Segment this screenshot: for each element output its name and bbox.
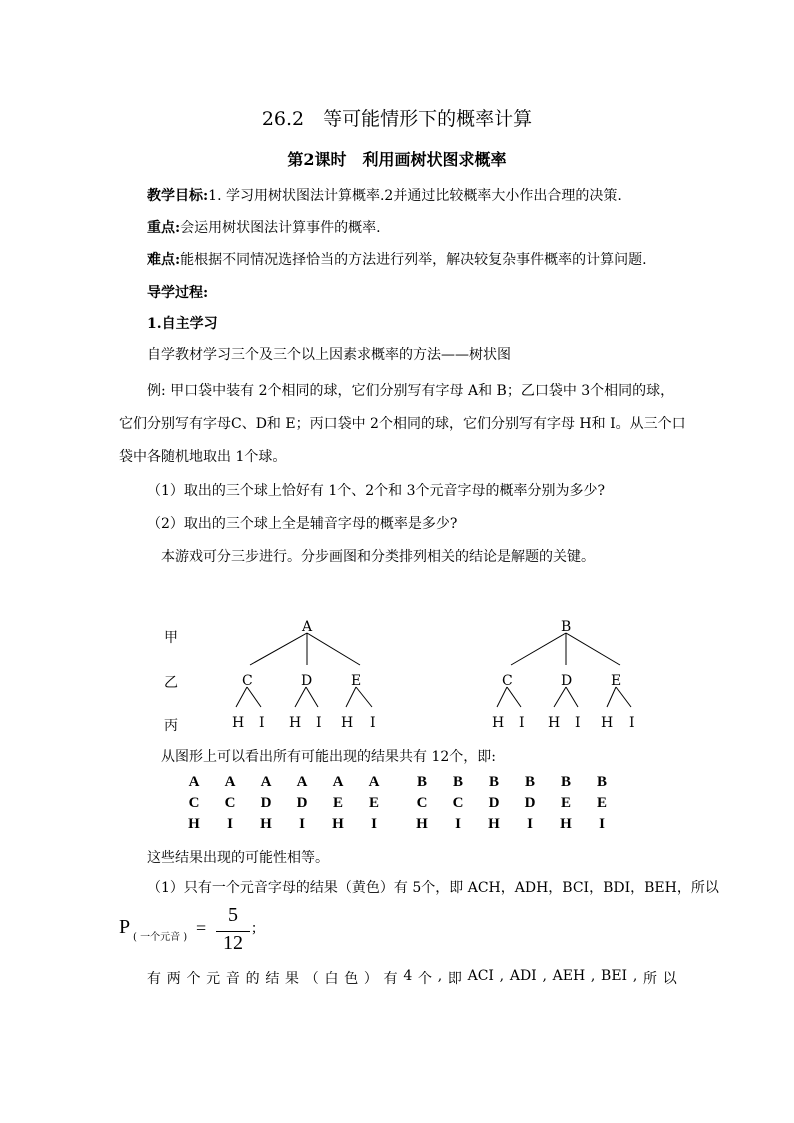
- objectives-label: 教学目标:: [147, 188, 209, 204]
- answer-2-token: （: [304, 971, 319, 987]
- formula-numerator: 5: [228, 904, 238, 926]
- answer-2-token: BEI: [601, 968, 628, 984]
- tree-a-node-d: D: [301, 673, 313, 689]
- outcome-cell: E: [368, 795, 379, 811]
- answer-2-token: 个: [186, 971, 201, 987]
- equal-likelihood-text: 这些结果出现的可能性相等。: [147, 850, 329, 866]
- tree-a-leaf: I: [316, 715, 322, 731]
- answer-2-token: 4: [403, 968, 413, 984]
- answer-2-token: 两: [166, 971, 181, 987]
- question-2: （2）取出的三个球上全是辅音字母的概率是多少?: [147, 516, 458, 532]
- row-label-yi: 乙: [164, 675, 178, 691]
- example-line-2: 它们分别写有字母C、D和 E；丙口袋中 2个相同的球，它们分别写有字母 H和 I。从三个口: [119, 416, 686, 432]
- outcome-cell: H: [416, 816, 428, 832]
- hint-text: 本游戏可分三步进行。分步画图和分类排列相关的结论是解题的关键。: [161, 549, 595, 565]
- answer-2-token: 白: [324, 971, 339, 987]
- tree-b-leaf: H: [548, 715, 561, 731]
- answer-2-token: 色: [344, 971, 359, 987]
- formula-denominator: 12: [223, 932, 243, 954]
- row-label-jia: 甲: [164, 630, 178, 646]
- formula-p: P: [119, 916, 131, 938]
- lesson-subtitle: 第2课时 利用画树状图求概率: [287, 150, 507, 169]
- outcome-cell: I: [371, 816, 377, 832]
- outcome-cell: B: [524, 774, 535, 790]
- tree-a-leaf: H: [341, 715, 354, 731]
- answer-2-token: 有: [383, 971, 398, 987]
- tree-b-leaf: H: [492, 715, 505, 731]
- answer-2-token: 有: [147, 971, 161, 987]
- outcome-cell: I: [227, 816, 233, 832]
- tree-b-root: B: [561, 619, 572, 635]
- formula-subscript: ( 一个元音 ): [133, 932, 188, 943]
- probability-formula: [119, 904, 259, 958]
- outcome-cell: B: [416, 774, 427, 790]
- outcome-cell: C: [416, 795, 428, 811]
- answer-2-token: 果: [285, 971, 300, 987]
- outcomes-grid: [0, 774, 794, 836]
- answer-2-token: 的: [245, 971, 260, 987]
- formula-semicolon: ;: [252, 920, 257, 936]
- answer-2-token: ACI: [467, 968, 494, 984]
- outcome-cell: A: [296, 774, 308, 790]
- outcome-cell: I: [527, 816, 533, 832]
- answer-2-token: ADI: [509, 968, 537, 984]
- tree-a-node-e: E: [351, 673, 362, 689]
- outcome-cell: H: [488, 816, 500, 832]
- outcome-cell: A: [224, 774, 236, 790]
- key-point-text: 会运用树状图法计算事件的概率.: [180, 220, 381, 236]
- example-line-1: 例: 甲口袋中装有 2个相同的球，它们分别写有字母 A和 B；乙口袋中 3个相同的球，: [147, 383, 675, 399]
- answer-2-token: 结: [265, 971, 280, 987]
- outcome-cell: H: [260, 816, 272, 832]
- outcome-cell: E: [596, 795, 607, 811]
- outcome-cell: I: [599, 816, 605, 832]
- row-label-bing: 丙: [164, 718, 178, 734]
- tree-a-leaf: H: [289, 715, 302, 731]
- answer-2-token: 音: [225, 971, 240, 987]
- key-point-label: 重点:: [147, 220, 181, 236]
- answer-2-token: 个: [417, 971, 432, 987]
- answer-2-token: 以: [662, 971, 677, 987]
- answer-2-line: [147, 968, 677, 988]
- answer-2-token: ,: [632, 968, 638, 984]
- outcome-cell: A: [260, 774, 272, 790]
- tree-b-leaf: I: [629, 715, 635, 731]
- outcome-cell: E: [332, 795, 343, 811]
- question-1: （1）取出的三个球上恰好有 1个、2个和 3个元音字母的概率分别为多少?: [147, 483, 606, 499]
- outcome-cell: A: [332, 774, 344, 790]
- outcome-cell: I: [455, 816, 461, 832]
- answer-2-token: 即: [447, 971, 462, 987]
- outcome-cell: I: [299, 816, 305, 832]
- outcome-cell: B: [560, 774, 571, 790]
- outcome-cell: C: [188, 795, 200, 811]
- outcome-cell: B: [488, 774, 499, 790]
- outcome-cell: A: [368, 774, 380, 790]
- outcome-cell: D: [296, 795, 308, 811]
- difficulty-label: 难点:: [147, 252, 181, 268]
- outcome-cell: E: [560, 795, 571, 811]
- tree-a-root: A: [302, 619, 313, 635]
- section1-heading: 1.自主学习: [147, 316, 218, 332]
- answer-2-token: ,: [499, 968, 505, 984]
- tree-a-leaf: I: [370, 715, 376, 731]
- answer-2-token: ,: [437, 968, 443, 984]
- tree-b-leaf: I: [575, 715, 581, 731]
- outcome-cell: D: [488, 795, 500, 811]
- outcome-cell: C: [224, 795, 236, 811]
- outcome-cell: C: [452, 795, 464, 811]
- outcome-cell: H: [188, 816, 200, 832]
- tree-b-leaf: H: [601, 715, 614, 731]
- outcome-intro: 从图形上可以看出所有可能出现的结果共有 12个，即:: [161, 749, 496, 765]
- tree-a-leaf: I: [259, 715, 265, 731]
- answer-2-token: ,: [542, 968, 547, 984]
- intro-text: 自学教材学习三个及三个以上因素求概率的方法——树状图: [147, 347, 511, 363]
- tree-a-leaf: H: [232, 715, 245, 731]
- answer-2-token: ,: [590, 968, 596, 984]
- answer-2-token: AEH: [552, 968, 586, 984]
- answer-1-text: （1）只有一个元音字母的结果（黄色）有 5个，即 ACH，ADH，BCI，BDI，BEH，所以: [147, 880, 719, 896]
- objectives-text: 1. 学习用树状图法计算概率.2并通过比较概率大小作出合理的决策.: [208, 188, 622, 204]
- outcome-cell: D: [524, 795, 536, 811]
- answer-2-token: 元: [206, 971, 221, 987]
- tree-b-node-e: E: [611, 673, 622, 689]
- tree-b-leaf: I: [519, 715, 525, 731]
- outcome-cell: D: [260, 795, 272, 811]
- tree-b-node-d: D: [561, 673, 573, 689]
- outcome-cell: B: [452, 774, 463, 790]
- outcome-cell: B: [596, 774, 607, 790]
- answer-2-token: 所: [642, 971, 657, 987]
- process-heading: 导学过程:: [147, 285, 209, 301]
- difficulty-text: 能根据不同情况选择恰当的方法进行列举，解决较复杂事件概率的计算问题.: [180, 252, 647, 268]
- page-title: 26.2 等可能情形下的概率计算: [261, 108, 533, 130]
- tree-b-node-c: C: [502, 673, 513, 689]
- example-line-3: 袋中各随机地取出 1个球。: [119, 449, 287, 465]
- formula-equals: =: [196, 918, 207, 938]
- tree-a-node-c: C: [242, 673, 253, 689]
- outcome-cell: H: [560, 816, 572, 832]
- outcome-cell: H: [332, 816, 344, 832]
- outcome-cell: A: [188, 774, 200, 790]
- answer-2-token: ）: [363, 971, 378, 987]
